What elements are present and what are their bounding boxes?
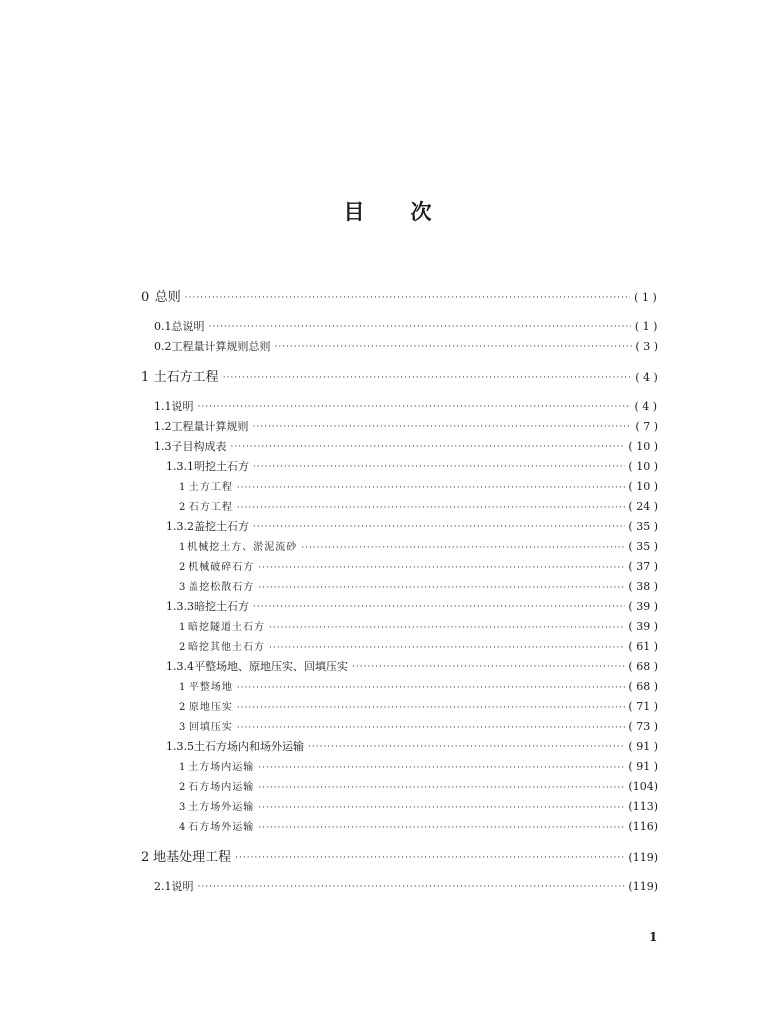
dot-leader [269, 639, 625, 657]
toc-entry-title: 回填压实 [188, 722, 233, 733]
toc-entry-page: ( 68 ) [628, 680, 658, 693]
toc-entry-number: 1 [179, 482, 186, 493]
toc-entry-number: 1.3.2 [166, 520, 194, 533]
page-title [0, 196, 777, 226]
toc-entry-title: 平整场地 [188, 682, 233, 693]
toc-entry-number: 2 [179, 702, 186, 713]
toc-entry-page: ( 7 ) [635, 420, 658, 433]
toc-entry-subsection[interactable] [166, 458, 658, 476]
toc-entry-page: ( 10 ) [628, 480, 658, 493]
toc-entry-number: 2 [179, 502, 186, 513]
toc-entry-number: 2 [179, 562, 186, 573]
toc-entry-title: 说明 [171, 400, 194, 413]
toc-entry-item[interactable] [179, 778, 658, 797]
toc-entry-item[interactable] [179, 498, 658, 517]
toc-entry-number: 0.1 [154, 320, 172, 333]
toc-entry-title: 总则 [154, 290, 181, 305]
toc-entry-page: ( 37 ) [628, 560, 658, 573]
toc-entry-title: 石方场内运输 [188, 782, 255, 793]
toc-entry-item[interactable] [179, 638, 658, 657]
toc-entry-page: ( 1 ) [634, 291, 657, 304]
toc-entry-page: (104) [628, 780, 658, 793]
dot-leader [258, 799, 625, 817]
dot-leader [258, 819, 625, 837]
toc-entry-number: 1.3.1 [166, 460, 194, 473]
toc-entry-title: 土石方场内和场外运输 [194, 740, 304, 753]
dot-leader [301, 539, 625, 557]
dot-leader [258, 759, 625, 777]
toc-entry-number: 1.3.3 [166, 600, 194, 613]
dot-leader [253, 418, 633, 436]
toc-entry-number: 1 [179, 762, 186, 773]
toc-entry-page: (116) [628, 820, 658, 833]
dot-leader [237, 499, 626, 517]
toc-entry-title: 土方场外运输 [188, 802, 255, 813]
toc-entry-number: 3 [179, 582, 186, 593]
toc-entry-title: 工程量计算规则总则 [171, 340, 271, 353]
toc-entry-page: ( 35 ) [628, 520, 658, 533]
toc-entry-item[interactable] [179, 678, 658, 697]
dot-leader [223, 369, 632, 387]
toc-entry-section[interactable] [154, 338, 658, 356]
dot-leader [237, 679, 626, 697]
toc-entry-page: ( 61 ) [628, 640, 658, 653]
toc-entry-title: 盖挖松散石方 [188, 582, 255, 593]
toc-entry-title: 土方工程 [188, 482, 233, 493]
toc-entry-title: 盖挖土石方 [194, 520, 249, 533]
page-number: 1 [649, 930, 658, 944]
toc-entry-title: 土石方工程 [153, 370, 219, 385]
toc-entry-item[interactable] [179, 478, 658, 497]
toc-entry-subsection[interactable] [166, 598, 658, 616]
toc-entry-number: 1.1 [154, 400, 172, 413]
toc-entry-title: 子目构成表 [171, 440, 227, 453]
toc-entry-title: 机械挖土方、淤泥流砂 [187, 542, 298, 553]
toc-entry-chapter[interactable] [141, 849, 658, 867]
dot-leader [253, 458, 625, 476]
toc-entry-chapter[interactable] [141, 369, 658, 387]
dot-leader [198, 878, 626, 896]
dot-leader [237, 719, 626, 737]
toc-entry-item[interactable] [179, 798, 658, 817]
dot-leader [258, 559, 625, 577]
toc-entry-item[interactable] [179, 718, 658, 737]
toc-entry-number: 2 [141, 850, 150, 865]
toc-entry-number: 4 [179, 822, 186, 833]
toc-entry-chapter[interactable] [141, 289, 658, 307]
toc-entry-section[interactable] [154, 418, 658, 436]
toc-entry-title: 石方工程 [188, 502, 233, 513]
dot-leader [185, 289, 630, 307]
toc-entry-page: ( 39 ) [628, 620, 658, 633]
dot-leader [237, 479, 626, 497]
toc-entry-number: 2.1 [154, 880, 172, 893]
toc-entry-number: 1 [179, 682, 186, 693]
toc-entry-title: 平整场地、原地压实、回填压实 [194, 660, 348, 673]
toc-entry-subsection[interactable] [166, 658, 658, 676]
toc-entry-title: 说明 [171, 880, 194, 893]
toc-entry-title: 石方场外运输 [188, 822, 255, 833]
dot-leader [269, 619, 625, 637]
toc-entry-number: 0 [141, 290, 150, 305]
dot-leader [237, 699, 626, 717]
dot-leader [258, 579, 625, 597]
toc-entry-title: 土方场内运输 [188, 762, 255, 773]
toc-entry-section[interactable] [154, 398, 658, 416]
toc-entry-section[interactable] [154, 438, 658, 456]
toc-entry-number: 2 [179, 782, 186, 793]
toc-entry-page: ( 91 ) [628, 740, 658, 753]
toc-entry-title: 暗挖隧道土石方 [188, 622, 266, 633]
toc-entry-title: 暗挖土石方 [194, 600, 249, 613]
dot-leader [231, 438, 626, 456]
toc-entry-section[interactable] [154, 878, 658, 896]
toc-entry-page: (113) [628, 800, 658, 813]
toc-entry-section[interactable] [154, 318, 658, 336]
dot-leader [198, 398, 631, 416]
toc-entry-number: 1 [179, 542, 186, 553]
toc-entry-number: 1.3 [154, 440, 172, 453]
toc-entry-title: 机械破碎石方 [188, 562, 255, 573]
toc-entry-number: 0.2 [154, 340, 172, 353]
toc-entry-page: ( 39 ) [628, 600, 658, 613]
dot-leader [253, 518, 625, 536]
toc-entry-page: ( 71 ) [628, 700, 658, 713]
dot-leader [308, 738, 625, 756]
toc-entry-page: (119) [628, 851, 658, 864]
toc-entry-item[interactable] [179, 758, 658, 777]
toc-entry-page: ( 38 ) [628, 580, 658, 593]
dot-leader [253, 598, 625, 616]
toc-entry-page: ( 91 ) [628, 760, 658, 773]
toc-entry-page: ( 68 ) [628, 660, 658, 673]
toc-entry-page: ( 35 ) [628, 540, 658, 553]
toc-entry-item[interactable] [179, 618, 658, 637]
toc-entry-number: 1.3.5 [166, 740, 194, 753]
toc-entry-number: 3 [179, 722, 186, 733]
page-title-part2: 次 [410, 199, 434, 224]
toc-entry-page: (119) [628, 880, 658, 893]
toc-entry-page: ( 10 ) [628, 440, 658, 453]
toc-entry-number: 1 [179, 622, 186, 633]
toc-entry-title: 明挖土石方 [194, 460, 249, 473]
toc-entry-page: ( 10 ) [628, 460, 658, 473]
toc-entry-page: ( 24 ) [628, 500, 658, 513]
toc-entry-subsection[interactable] [166, 738, 658, 756]
toc-entry-number: 1 [141, 370, 150, 385]
toc-entry-subsection[interactable] [166, 518, 658, 536]
dot-leader [258, 779, 625, 797]
dot-leader [235, 849, 625, 867]
toc-entry-title: 工程量计算规则 [171, 420, 249, 433]
toc-entry-page: ( 4 ) [635, 371, 658, 384]
toc-entry-title: 总说明 [171, 320, 205, 333]
toc-entry-item[interactable] [179, 538, 658, 557]
toc-entry-number: 3 [179, 802, 186, 813]
dot-leader [352, 658, 625, 676]
toc-entry-item[interactable] [179, 578, 658, 597]
toc-entry-page: ( 1 ) [634, 320, 658, 333]
toc-entry-title: 原地压实 [188, 702, 233, 713]
toc-entry-page: ( 4 ) [634, 400, 658, 413]
toc-entry-page: ( 3 ) [635, 340, 658, 353]
toc-entry-item[interactable] [179, 698, 658, 717]
toc-entry-item[interactable] [179, 818, 658, 837]
dot-leader [209, 318, 632, 336]
toc-entry-number: 1.3.4 [166, 660, 194, 673]
toc-entry-title: 地基处理工程 [153, 850, 232, 865]
toc-entry-title: 暗挖其他土石方 [188, 642, 266, 653]
toc-entry-page: ( 73 ) [628, 720, 658, 733]
toc-entry-number: 2 [179, 642, 186, 653]
dot-leader [275, 338, 633, 356]
toc-entry-number: 1.2 [154, 420, 172, 433]
page-title-part1: 目 [343, 199, 367, 224]
toc-entry-item[interactable] [179, 558, 658, 577]
